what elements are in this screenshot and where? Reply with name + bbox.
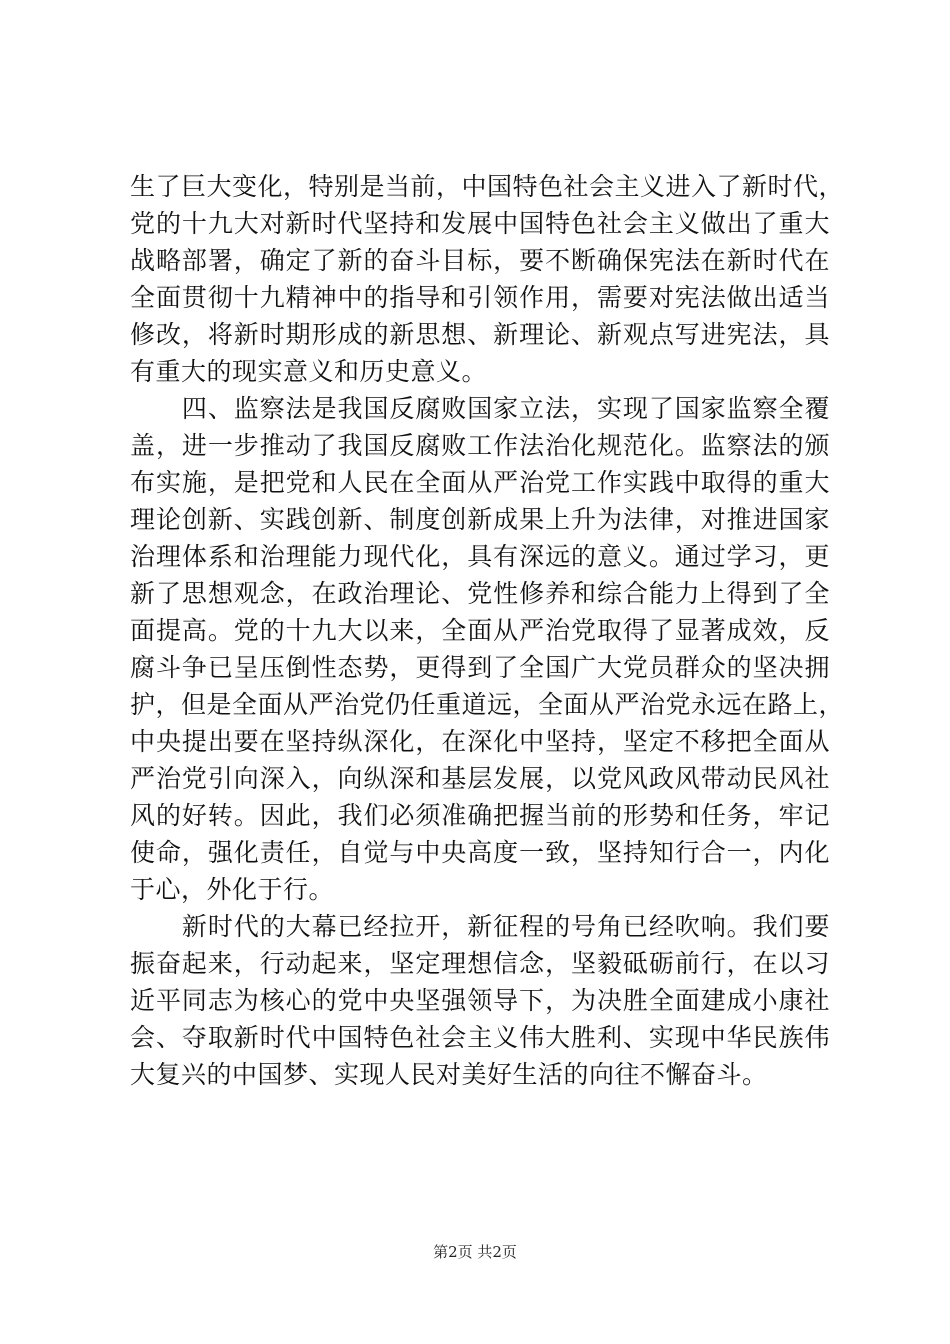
text-line: 面提高。党的十九大以来，全面从严治党取得了显著成效，反	[130, 616, 830, 645]
text-line: 盖，进一步推动了我国反腐败工作法治化规范化。监察法的颁	[130, 431, 830, 460]
text-line: 治理体系和治理能力现代化，具有深远的意义。通过学习，更	[130, 542, 830, 571]
text-line: 腐斗争已呈压倒性态势，更得到了全国广大党员群众的坚决拥	[130, 653, 830, 682]
text-line: 使命，强化责任，自觉与中央高度一致，坚持知行合一，内化	[130, 838, 830, 867]
text-line: 护，但是全面从严治党仍任重道远，全面从严治党永远在路上，	[130, 690, 845, 719]
text-line: 中央提出要在坚持纵深化，在深化中坚持，坚定不移把全面从	[130, 727, 830, 756]
text-line: 振奋起来，行动起来，坚定理想信念，坚毅砥砺前行，在以习	[130, 949, 830, 978]
text-line: 新时代的大幕已经拉开，新征程的号角已经吹响。我们要	[130, 912, 830, 941]
text-line: 修改，将新时期形成的新思想、新理论、新观点写进宪法，具	[130, 320, 830, 349]
text-line: 严治党引向深入，向纵深和基层发展，以党风政风带动民风社	[130, 764, 830, 793]
text-line: 近平同志为核心的党中央坚强领导下，为决胜全面建成小康社	[130, 986, 830, 1015]
text-line: 于心，外化于行。	[130, 875, 335, 904]
text-line: 生了巨大变化，特别是当前，中国特色社会主义进入了新时代，	[130, 172, 845, 201]
text-line: 理论创新、实践创新、制度创新成果上升为法律，对推进国家	[130, 505, 830, 534]
text-line: 党的十九大对新时代坚持和发展中国特色社会主义做出了重大	[130, 209, 830, 238]
text-line: 布实施，是把党和人民在全面从严治党工作实践中取得的重大	[130, 468, 830, 497]
text-line: 新了思想观念，在政治理论、党性修养和综合能力上得到了全	[130, 579, 830, 608]
page-number-footer: 第2页 共2页	[433, 1243, 517, 1261]
document-body	[130, 168, 845, 1093]
text-line: 战略部署，确定了新的奋斗目标，要不断确保宪法在新时代在	[130, 246, 830, 275]
text-line: 会、夺取新时代中国特色社会主义伟大胜利、实现中华民族伟	[130, 1023, 830, 1052]
text-line: 大复兴的中国梦、实现人民对美好生活的向往不懈奋斗。	[130, 1060, 768, 1089]
text-line: 全面贯彻十九精神中的指导和引领作用，需要对宪法做出适当	[130, 283, 830, 312]
text-line: 有重大的现实意义和历史意义。	[130, 357, 488, 386]
text-line: 风的好转。因此，我们必须准确把握当前的形势和任务，牢记	[130, 801, 830, 830]
text-line: 四、监察法是我国反腐败国家立法，实现了国家监察全覆	[130, 394, 830, 423]
